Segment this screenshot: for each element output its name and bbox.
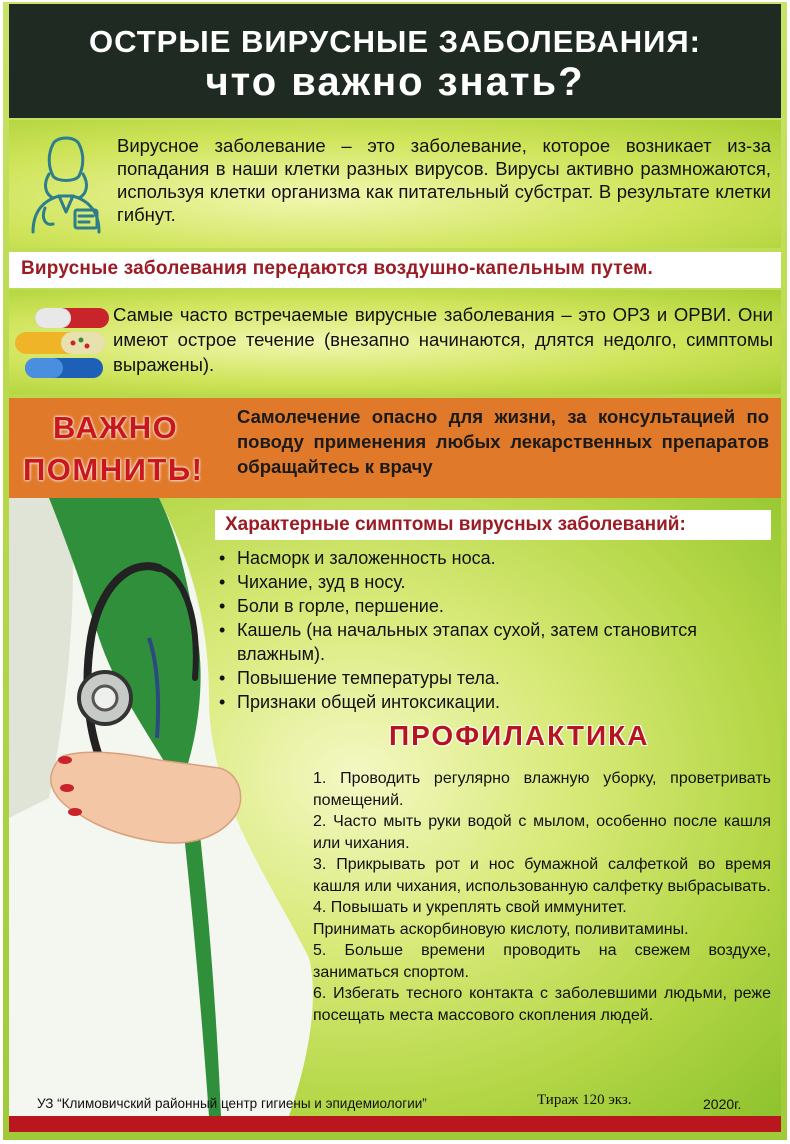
list-item: • Признаки общей интоксикации. xyxy=(215,690,777,714)
title-line-1: ОСТРЫЕ ВИРУСНЫЕ ЗАБОЛЕВАНИЯ: xyxy=(89,24,701,59)
symptoms-list xyxy=(215,546,777,714)
transmission-text: Вирусные заболевания передаются воздушно-капельным путем. xyxy=(21,258,653,279)
list-item: Принимать аскорбиновую кислоту, поливитамины. xyxy=(313,920,689,938)
list-item: • Насморк и заложенность носа. xyxy=(215,546,777,570)
symptoms-prevention-section xyxy=(9,498,781,1116)
transmission-banner xyxy=(9,252,781,288)
organization-name: УЗ “Климовичский районный центр гигиены и эпидемиологии” xyxy=(37,1096,427,1111)
footer xyxy=(9,1090,781,1118)
important-label-2: ПОМНИТЬ! xyxy=(23,452,204,487)
list-item: • Повышение температуры тела. xyxy=(215,666,777,690)
list-item: 4. Повышать и укреплять свой иммунитет. xyxy=(313,899,627,916)
important-text: Самолечение опасно для жизни, за консультацией по поводу применения любых лекарственных препаратов обращайтесь к врачу xyxy=(237,406,769,477)
prevention-title: ПРОФИЛАКТИКА xyxy=(389,720,650,751)
list-item: 1. Проводить регулярно влажную уборку, проветривать помещений. xyxy=(313,770,771,809)
common-diseases-section xyxy=(9,290,781,394)
important-label-1: ВАЖНО xyxy=(53,410,179,445)
intro-section xyxy=(9,120,781,248)
list-item: • Чихание, зуд в носу. xyxy=(215,570,777,594)
symptoms-title-box xyxy=(215,510,771,540)
bottom-bar xyxy=(9,1116,781,1132)
pills-icon xyxy=(15,298,111,384)
doctor-icon xyxy=(23,134,109,234)
list-item: 2. Часто мыть руки водой с мылом, особенно после кашля или чихания. xyxy=(313,813,771,852)
symptoms-title: Характерные симптомы вирусных заболеваний: xyxy=(225,514,686,535)
header xyxy=(9,4,781,118)
circulation: Тираж 120 экз. xyxy=(537,1092,632,1108)
list-item: • Кашель (на начальных этапах сухой, затем становится влажным). xyxy=(215,618,777,666)
list-item: 3. Прикрывать рот и нос бумажной салфеткой во время кашля или чихания, использованную салфетку выбрасывать. xyxy=(313,856,771,895)
year: 2020г. xyxy=(703,1096,742,1112)
prevention-list xyxy=(313,768,771,1026)
important-section xyxy=(9,398,781,498)
list-item: • Боли в горле, першение. xyxy=(215,594,777,618)
intro-text: Вирусное заболевание – это заболевание, которое возникает из-за попадания в наши клетки разных вирусов. Вирусы активно размножаются, используя клетки организма как питательный субстрат. В результате клетки гибнут. xyxy=(117,135,771,225)
list-item: 5. Больше времени проводить на свежем воздухе, заниматься спортом. xyxy=(313,942,771,981)
list-item: 6. Избегать тесного контакта с заболевшими людьми, реже посещать места массового скопления людей. xyxy=(313,985,771,1024)
leaflet-page xyxy=(3,2,787,1140)
common-diseases-text: Самые часто встречаемые вирусные заболевания – это ОРЗ и ОРВИ. Они имеют острое течение (внезапно начинаются, длятся недолго, симптомы выражены). xyxy=(113,304,773,375)
title-line-2: что важно знать? xyxy=(205,60,585,104)
